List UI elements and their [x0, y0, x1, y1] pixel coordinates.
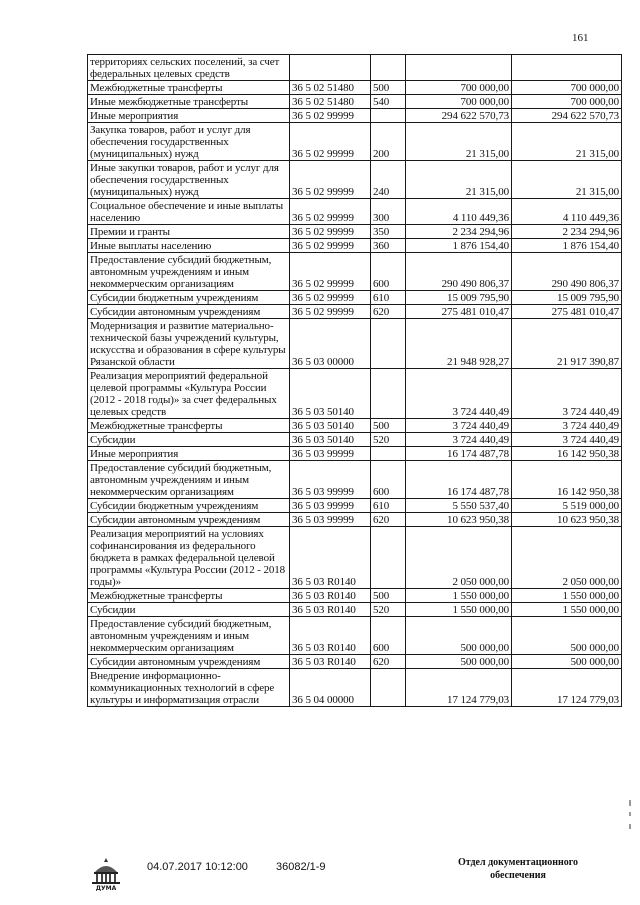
row-code: 36 5 03 R0140: [290, 603, 371, 617]
table-row: [88, 527, 622, 589]
row-amount-1: 21 948 928,27: [406, 319, 512, 369]
row-code: 36 5 02 99999: [290, 305, 371, 319]
row-code: 36 5 03 R0140: [290, 655, 371, 669]
row-amount-1: 1 550 000,00: [406, 603, 512, 617]
row-amount-2: 294 622 570,73: [512, 109, 622, 123]
row-amount-2: 17 124 779,03: [512, 669, 622, 707]
table-row: [88, 81, 622, 95]
row-name: Межбюджетные трансферты: [88, 589, 290, 603]
row-type: 360: [371, 239, 406, 253]
row-name: Реализация мероприятий на условиях софинансирования из федерального бюджета в рамках федеральной целевой программы «Культура России (2012 - 2018 годы)»: [88, 527, 290, 589]
row-type: 620: [371, 513, 406, 527]
row-name: Иные межбюджетные трансферты: [88, 95, 290, 109]
row-name: Субсидии бюджетным учреждениям: [88, 499, 290, 513]
row-amount-1: 15 009 795,90: [406, 291, 512, 305]
row-code: 36 5 02 51480: [290, 95, 371, 109]
row-name: Субсидии автономным учреждениям: [88, 305, 290, 319]
row-amount-2: 16 142 950,38: [512, 461, 622, 499]
row-code: 36 5 03 50140: [290, 419, 371, 433]
row-type: 540: [371, 95, 406, 109]
table-row: [88, 55, 622, 81]
table-row: [88, 461, 622, 499]
row-name: Субсидии: [88, 433, 290, 447]
row-amount-2: 16 142 950,38: [512, 447, 622, 461]
row-type: [371, 109, 406, 123]
table-row: [88, 513, 622, 527]
row-type: 610: [371, 499, 406, 513]
row-amount-2: 3 724 440,49: [512, 369, 622, 419]
row-amount-1: 275 481 010,47: [406, 305, 512, 319]
row-amount-1: 700 000,00: [406, 95, 512, 109]
table-row: [88, 433, 622, 447]
row-name: Предоставление субсидий бюджетным, автономным учреждениям и иным некоммерческим организациям: [88, 253, 290, 291]
row-code: 36 5 03 99999: [290, 447, 371, 461]
table-row: [88, 199, 622, 225]
table-row: [88, 655, 622, 669]
row-name: Предоставление субсидий бюджетным, автономным учреждениям и иным некоммерческим организациям: [88, 461, 290, 499]
row-type: 620: [371, 305, 406, 319]
row-type: 610: [371, 291, 406, 305]
footer-doc-number: 36082/1-9: [276, 861, 326, 873]
row-amount-2: 1 876 154,40: [512, 239, 622, 253]
row-amount-2: 700 000,00: [512, 81, 622, 95]
table-row: [88, 319, 622, 369]
row-code: 36 5 02 99999: [290, 199, 371, 225]
row-amount-2: 15 009 795,90: [512, 291, 622, 305]
row-amount-1: 5 550 537,40: [406, 499, 512, 513]
row-amount-1: 10 623 950,38: [406, 513, 512, 527]
logo-text: ДУМА: [95, 885, 117, 892]
row-code: 36 5 02 99999: [290, 225, 371, 239]
row-amount-1: 2 234 294,96: [406, 225, 512, 239]
row-type: 240: [371, 161, 406, 199]
row-type: [371, 447, 406, 461]
row-amount-2: 21 917 390,87: [512, 319, 622, 369]
row-type: 520: [371, 433, 406, 447]
row-type: 600: [371, 617, 406, 655]
row-code: 36 5 02 99999: [290, 161, 371, 199]
table-row: [88, 419, 622, 433]
row-amount-1: 16 174 487,78: [406, 447, 512, 461]
row-code: [290, 55, 371, 81]
row-amount-1: 290 490 806,37: [406, 253, 512, 291]
row-name: Субсидии бюджетным учреждениям: [88, 291, 290, 305]
row-amount-1: 500 000,00: [406, 617, 512, 655]
row-type: 500: [371, 419, 406, 433]
row-name: Межбюджетные трансферты: [88, 419, 290, 433]
row-name: Внедрение информационно-коммуникационных технологий в сфере культуры и информатизация отрасли: [88, 669, 290, 707]
budget-table: [87, 54, 622, 707]
row-name: Социальное обеспечение и иные выплаты населению: [88, 199, 290, 225]
row-amount-1: [406, 55, 512, 81]
row-amount-2: 10 623 950,38: [512, 513, 622, 527]
row-type: 350: [371, 225, 406, 239]
table-row: [88, 225, 622, 239]
row-type: [371, 527, 406, 589]
row-code: 36 5 02 99999: [290, 239, 371, 253]
row-type: 500: [371, 589, 406, 603]
table-row: [88, 305, 622, 319]
row-code: 36 5 03 R0140: [290, 589, 371, 603]
row-name: Субсидии автономным учреждениям: [88, 655, 290, 669]
row-amount-1: 3 724 440,49: [406, 433, 512, 447]
table-row: [88, 369, 622, 419]
footer-datetime: 04.07.2017 10:12:00: [147, 861, 248, 873]
row-amount-1: 21 315,00: [406, 123, 512, 161]
row-name: Реализация мероприятий федеральной целевой программы «Культура России (2012 - 2018 годы)» за счет федеральных целевых средств: [88, 369, 290, 419]
row-amount-2: 3 724 440,49: [512, 419, 622, 433]
row-amount-2: 21 315,00: [512, 161, 622, 199]
row-name: Межбюджетные трансферты: [88, 81, 290, 95]
row-amount-2: 700 000,00: [512, 95, 622, 109]
page-number: 161: [572, 32, 589, 44]
row-name: Премии и гранты: [88, 225, 290, 239]
table-row: [88, 253, 622, 291]
row-amount-1: 500 000,00: [406, 655, 512, 669]
row-type: 200: [371, 123, 406, 161]
row-amount-2: 2 050 000,00: [512, 527, 622, 589]
row-code: 36 5 03 R0140: [290, 527, 371, 589]
table-row: [88, 447, 622, 461]
table-row: [88, 603, 622, 617]
row-type: 600: [371, 253, 406, 291]
table-row: [88, 617, 622, 655]
row-name: Иные закупки товаров, работ и услуг для обеспечения государственных (муниципальных) нужд: [88, 161, 290, 199]
row-amount-2: 275 481 010,47: [512, 305, 622, 319]
row-code: 36 5 02 99999: [290, 109, 371, 123]
row-amount-2: 500 000,00: [512, 617, 622, 655]
footer-department: Отдел документационного обеспечения: [457, 857, 579, 881]
row-amount-1: 700 000,00: [406, 81, 512, 95]
row-amount-2: 1 550 000,00: [512, 589, 622, 603]
row-amount-2: 3 724 440,49: [512, 433, 622, 447]
row-amount-1: 4 110 449,36: [406, 199, 512, 225]
row-code: 36 5 03 50140: [290, 433, 371, 447]
duma-logo: [89, 856, 123, 892]
row-amount-1: 3 724 440,49: [406, 369, 512, 419]
margin-mark: [629, 824, 631, 829]
table-row: [88, 123, 622, 161]
row-type: 300: [371, 199, 406, 225]
row-code: 36 5 02 99999: [290, 253, 371, 291]
table-row: [88, 499, 622, 513]
row-code: 36 5 02 99999: [290, 123, 371, 161]
row-name: Субсидии автономным учреждениям: [88, 513, 290, 527]
row-type: [371, 55, 406, 81]
row-type: [371, 319, 406, 369]
row-name: Иные мероприятия: [88, 109, 290, 123]
row-code: 36 5 02 99999: [290, 291, 371, 305]
budget-table-body: [88, 55, 622, 707]
row-amount-1: 1 550 000,00: [406, 589, 512, 603]
footer: [0, 856, 640, 896]
row-name: Предоставление субсидий бюджетным, автономным учреждениям и иным некоммерческим организациям: [88, 617, 290, 655]
table-row: [88, 669, 622, 707]
row-name: Иные мероприятия: [88, 447, 290, 461]
row-amount-2: [512, 55, 622, 81]
row-amount-2: 500 000,00: [512, 655, 622, 669]
row-name: территориях сельских поселений, за счет федеральных целевых средств: [88, 55, 290, 81]
row-amount-2: 4 110 449,36: [512, 199, 622, 225]
table-row: [88, 239, 622, 253]
row-name: Субсидии: [88, 603, 290, 617]
row-code: 36 5 03 99999: [290, 461, 371, 499]
table-row: [88, 161, 622, 199]
table-row: [88, 589, 622, 603]
row-type: [371, 369, 406, 419]
table-row: [88, 291, 622, 305]
row-amount-1: 2 050 000,00: [406, 527, 512, 589]
row-amount-2: 5 519 000,00: [512, 499, 622, 513]
row-code: 36 5 03 00000: [290, 319, 371, 369]
row-code: 36 5 03 R0140: [290, 617, 371, 655]
row-amount-1: 17 124 779,03: [406, 669, 512, 707]
row-amount-2: 290 490 806,37: [512, 253, 622, 291]
row-type: 520: [371, 603, 406, 617]
row-amount-1: 3 724 440,49: [406, 419, 512, 433]
table-row: [88, 95, 622, 109]
row-type: [371, 669, 406, 707]
margin-mark: [629, 800, 631, 806]
row-amount-1: 21 315,00: [406, 161, 512, 199]
row-code: 36 5 03 99999: [290, 513, 371, 527]
row-code: 36 5 02 51480: [290, 81, 371, 95]
row-code: 36 5 03 50140: [290, 369, 371, 419]
row-amount-1: 16 174 487,78: [406, 461, 512, 499]
row-amount-1: 294 622 570,73: [406, 109, 512, 123]
row-name: Закупка товаров, работ и услуг для обеспечения государственных (муниципальных) нужд: [88, 123, 290, 161]
table-row: [88, 109, 622, 123]
row-type: 500: [371, 81, 406, 95]
row-amount-2: 2 234 294,96: [512, 225, 622, 239]
margin-mark: [629, 812, 631, 816]
row-type: 600: [371, 461, 406, 499]
row-name: Иные выплаты населению: [88, 239, 290, 253]
row-type: 620: [371, 655, 406, 669]
row-name: Модернизация и развитие материально-технической базы учреждений культуры, искусства и образования в сфере культуры Рязанской области: [88, 319, 290, 369]
row-amount-2: 1 550 000,00: [512, 603, 622, 617]
row-code: 36 5 03 99999: [290, 499, 371, 513]
row-amount-1: 1 876 154,40: [406, 239, 512, 253]
row-code: 36 5 04 00000: [290, 669, 371, 707]
row-amount-2: 21 315,00: [512, 123, 622, 161]
